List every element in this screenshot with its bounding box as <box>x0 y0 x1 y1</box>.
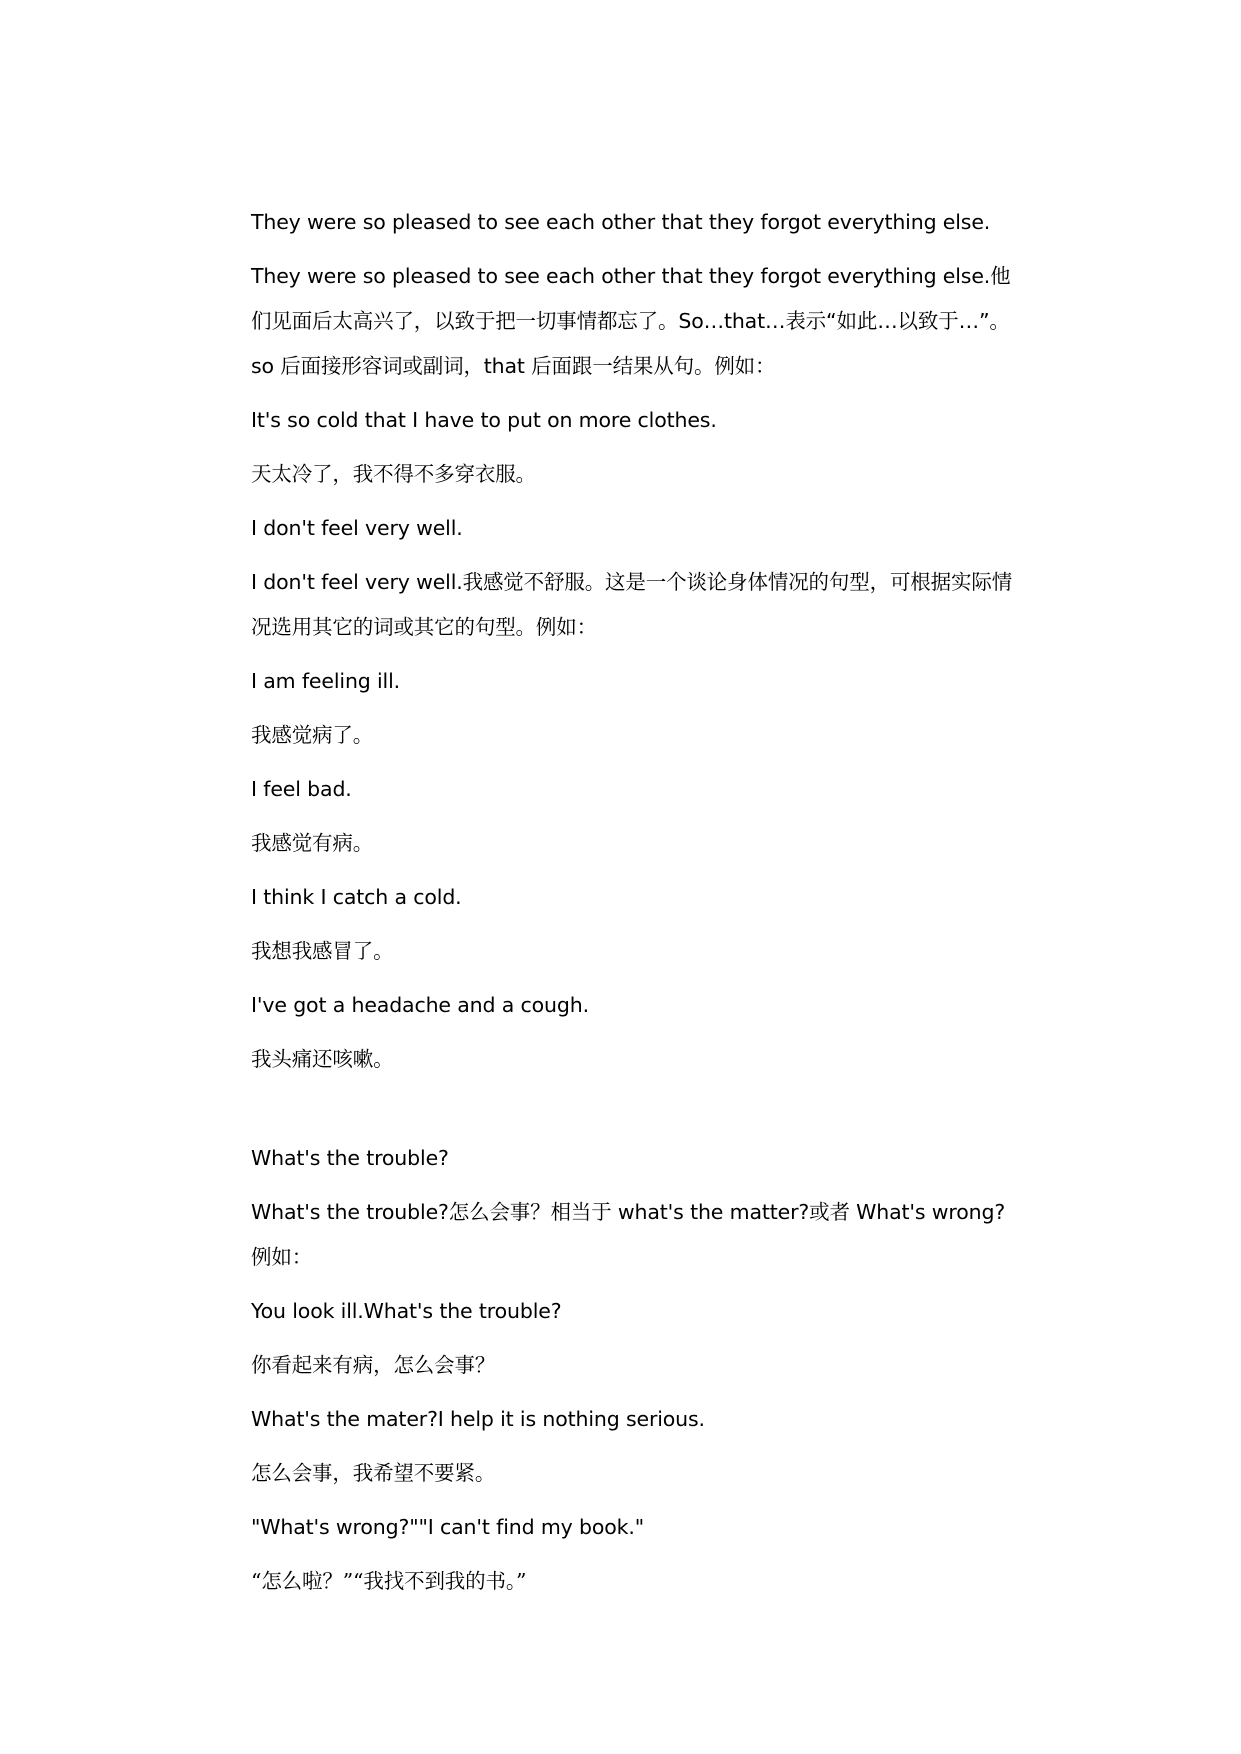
text-line: I don't feel very well. <box>251 516 463 540</box>
text-line: I've got a headache and a cough. <box>251 993 589 1017</box>
text-line-chinese: 我头痛还咳嗽。 <box>251 1047 394 1071</box>
text-line: What's the mater?I help it is nothing serious. <box>251 1407 705 1431</box>
text-line: It's so cold that I have to put on more clothes. <box>251 408 717 432</box>
text-line-chinese: 天太冷了，我不得不多穿衣服。 <box>251 462 536 486</box>
text-paragraph: What's the trouble?怎么会事？相当于 what's the matter?或者 What's wrong?例如： <box>251 1200 1006 1269</box>
text-line: "What's wrong?""I can't find my book." <box>251 1515 644 1539</box>
text-line: I am feeling ill. <box>251 669 401 693</box>
text-line: You look ill.What's the trouble? <box>251 1299 562 1323</box>
text-line-chinese: 我感觉有病。 <box>251 831 374 855</box>
text-line: What's the trouble? <box>251 1146 449 1170</box>
text-line-chinese: 我感觉病了。 <box>251 723 374 747</box>
text-line-chinese: 怎么会事，我希望不要紧。 <box>251 1461 496 1485</box>
document-body <box>251 200 1021 1613</box>
text-line-chinese: 我想我感冒了。 <box>251 939 394 963</box>
text-line: They were so pleased to see each other that they forgot everything else. <box>251 210 991 234</box>
paragraph-gap <box>251 1091 1021 1136</box>
text-paragraph: I don't feel very well.我感觉不舒服。这是一个谈论身体情况的句型，可根据实际情况选用其它的词或其它的句型。例如： <box>251 570 1013 639</box>
text-line: I feel bad. <box>251 777 352 801</box>
text-line-chinese: “怎么啦？”“我找不到我的书。” <box>251 1569 527 1593</box>
text-line-chinese: 你看起来有病，怎么会事？ <box>251 1353 496 1377</box>
text-line: I think I catch a cold. <box>251 885 462 909</box>
text-paragraph: They were so pleased to see each other that they forgot everything else.他们见面后太高兴了，以致于把一切事情都忘了。So…that…表示“如此…以致于…”。so 后面接形容词或副词，that 后面跟一结果从句。例如： <box>251 264 1011 378</box>
